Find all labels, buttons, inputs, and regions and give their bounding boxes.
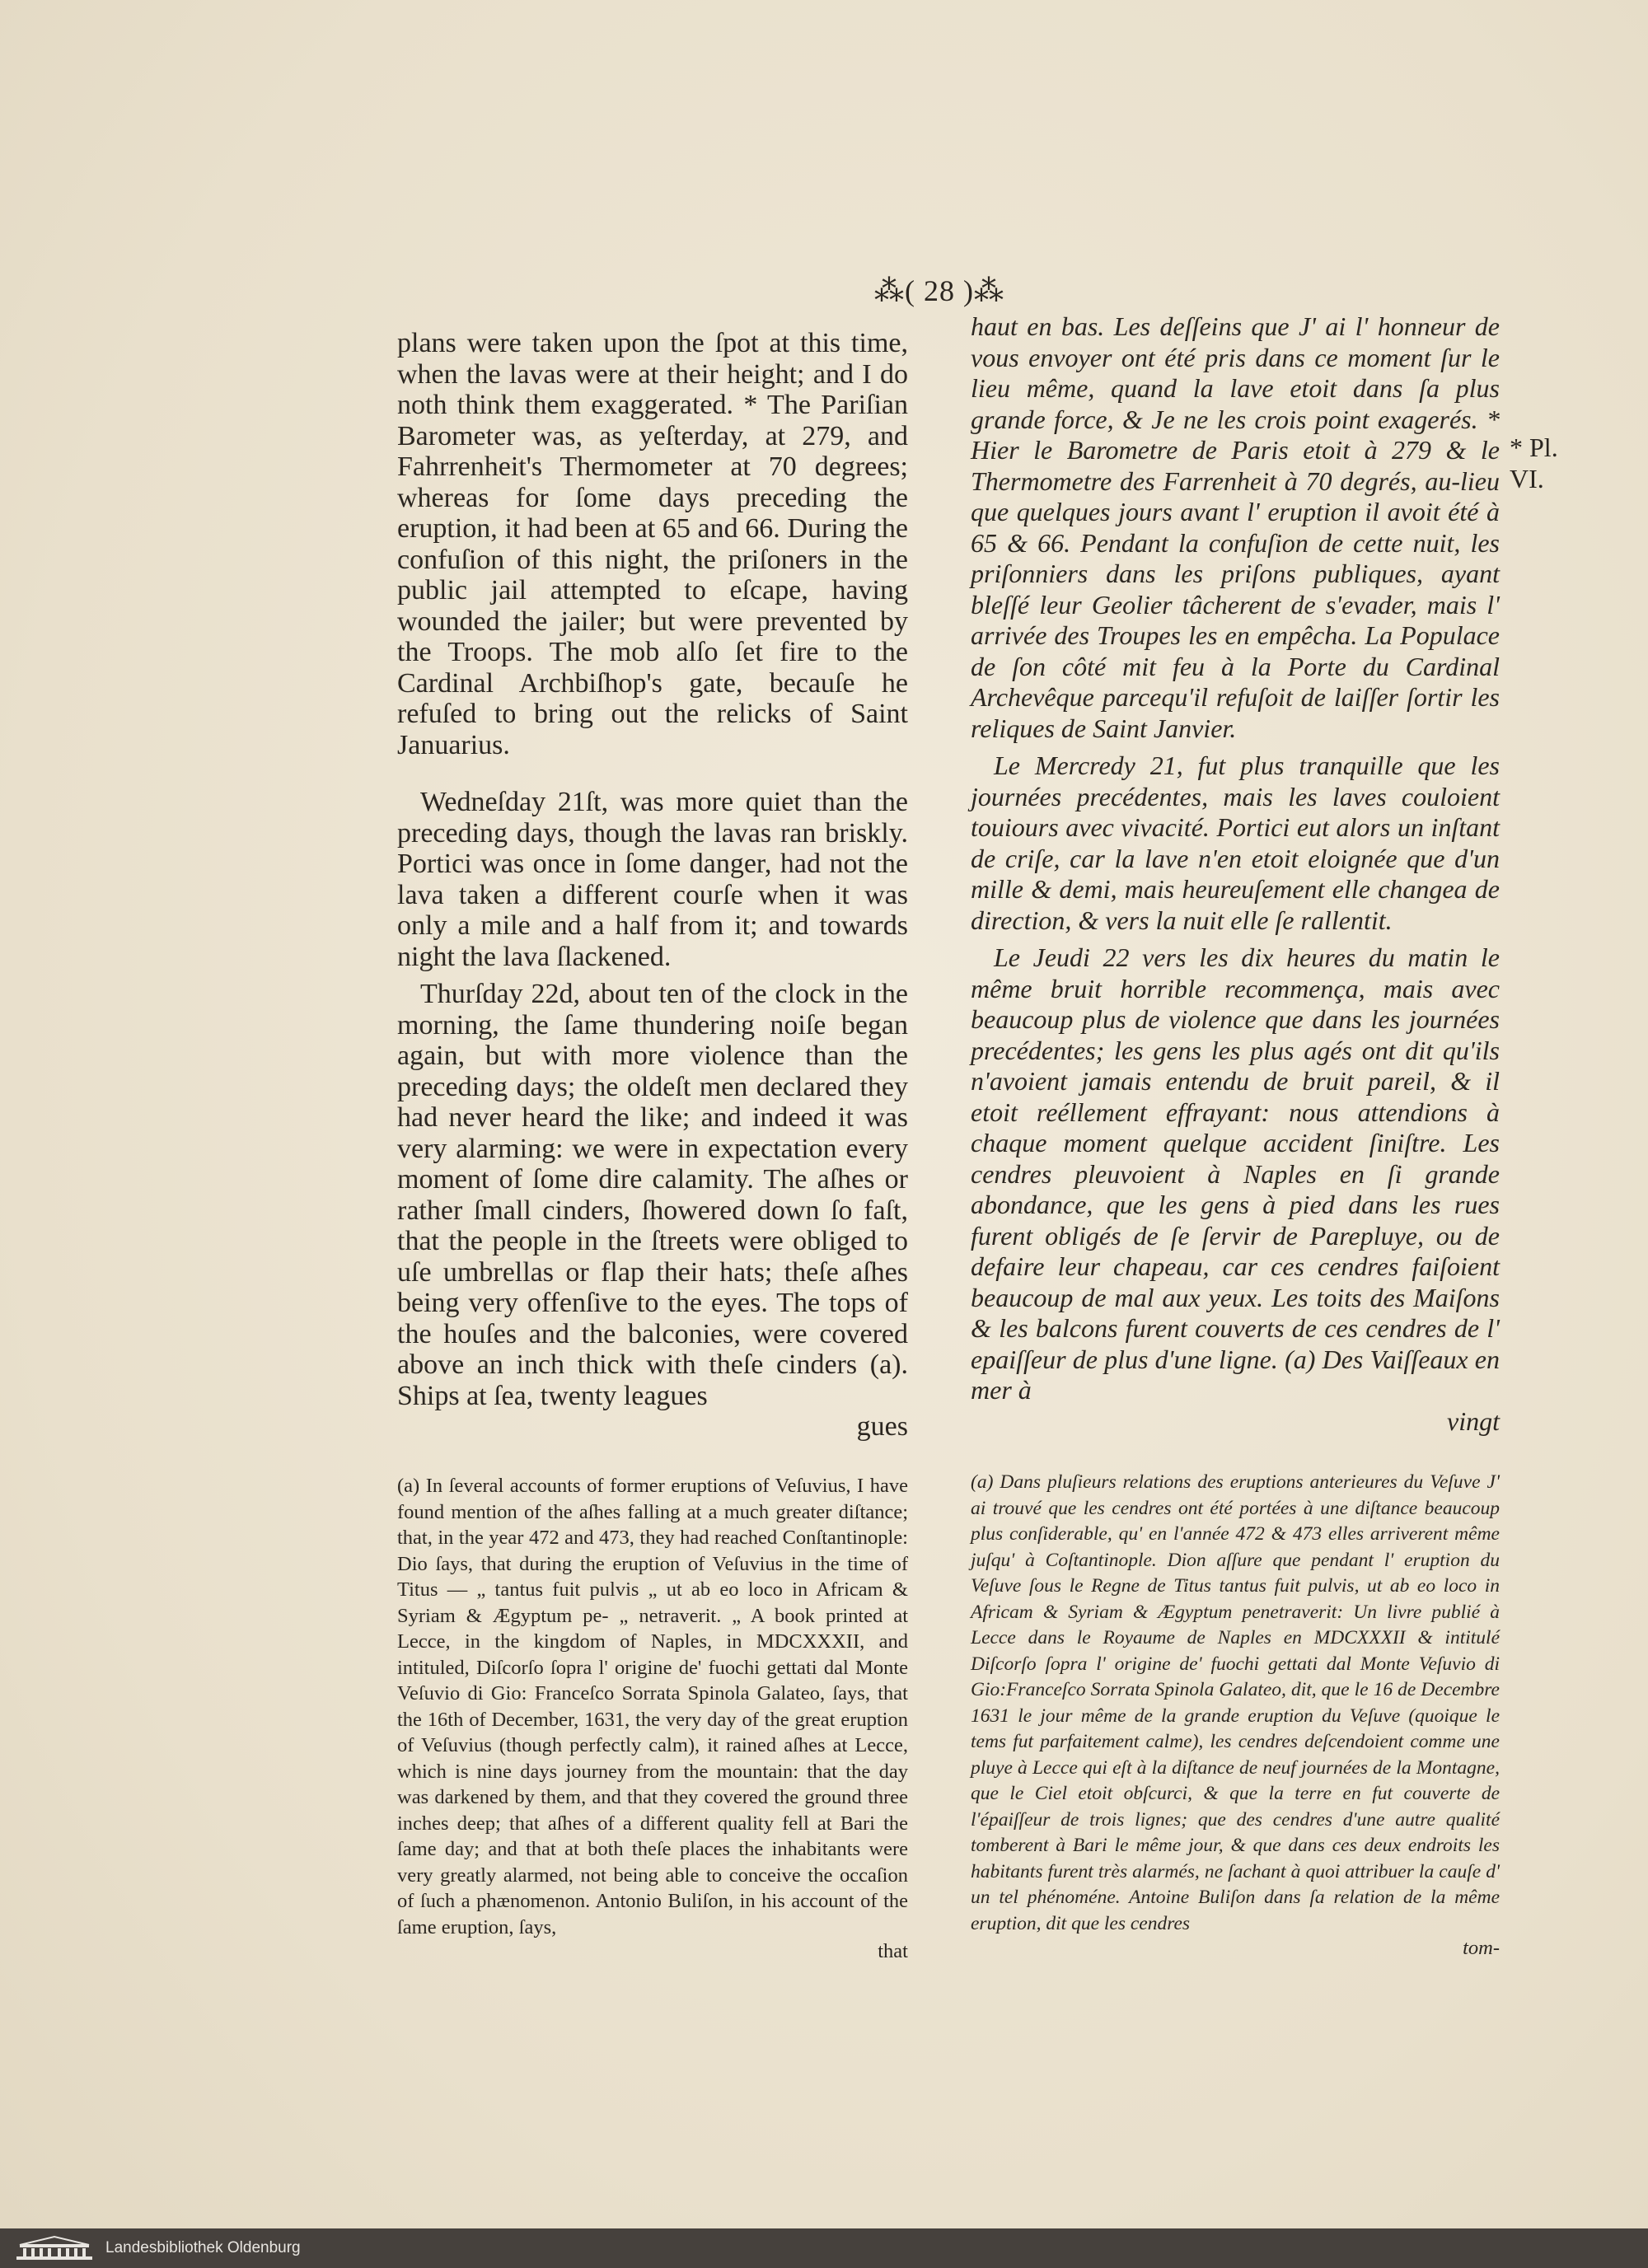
french-paragraph-2: Le Mercredy 21, fut plus tranquille que les journées precédentes, mais les laves couloient touiours avec vivacité. Portici eut alors un inſtant de criſe, car la lave n'en etoit eloignée que d'un mille & demi, mais heureuſement elle changea de direction, & vers la nuit elle ſe rallentit.: [971, 751, 1500, 935]
french-paragraph-1: haut en bas. Les deſſeins que J' ai l' honneur de vous envoyer ont été pris dans ce moment ſur le lieu même, quand la lave etoit dans ſa plus grande force, & Je ne les crois point exagerés. * Hier le Barometre de Paris etoit à 279 & le Thermometre des Farrenheit à 70 degrés, au-lieu que quelques jours avant l' eruption il avoit été à 65 & 66. Pendant la confuſion de cette nuit, les priſonniers dans les priſons publiques, ayant bleſſé leur Geolier tâcherent de s'evader, mais l' arrivée des Troupes les en empêcha. La Populace de ſon côté mit feu à la Porte du Cardinal Archevêque parcequ'il refuſoit de laiſſer ſortir les reliques de Saint Janvier.: [971, 311, 1500, 743]
plate-reference-line-2: VI.: [1510, 464, 1544, 493]
french-paragraph-3: Le Jeudi 22 vers les dix heures du matin le même bruit horrible recommença, mais avec beaucoup plus de violence que dans les journées precédentes; les gens les plus agés ont dit qu'ils n'avoient jamais entendu de bruit pareil, & il etoit reéllement effrayant: nous attendions à chaque moment quelque accident ſiniſtre. Les cendres pleuvoient à Naples en ſi grande abondance, que les gens à pied dans les rues furent obligés de ſe ſervir de Parepluye, ou de defaire leur chapeau, car ces cendres faiſoient beaucoup de mal aux yeux. Les toits des Maiſons & les balcons furent couverts de ces cendres de l' epaiſſeur de plus d'une ligne. (a) Des Vaiſſeaux en mer à: [971, 942, 1500, 1405]
english-paragraph-2: Wedneſday 21ſt, was more quiet than the preceding days, though the lavas ran briskly. Portici was once in ſome danger, had not the lava taken a different courſe when it was only a mile and a half from it; and towards night the lava ſlackened.: [397, 787, 908, 972]
english-footnote-catchword: that: [878, 1940, 908, 1962]
page-number-header: ⁂( 28 )⁂: [874, 274, 1004, 307]
french-footnote-catchword: tom-: [1463, 1937, 1500, 1959]
french-column: [971, 311, 1500, 1437]
english-paragraph-3: Thurſday 22d, about ten of the clock in the morning, the ſame thundering noiſe began again, but with more violence than the preceding days; the oldeſt men declared they had never heard the like; and indeed it was very alarming: we were in expectation every moment of ſome dire calamity. The aſhes or rather ſmall cinders, ſhowered down ſo faſt, that the people in the ſtreets were obliged to uſe umbrellas or flap their hats; theſe aſhes being very offenſive to the eyes. The tops of the houſes and the balconies, were covered above an inch thick with theſe cinders (a). Ships at ſea, twenty leagues: [397, 979, 908, 1411]
english-footnote-text: (a) In ſeveral accounts of former eruptions of Veſuvius, I have found mention of the aſhes falling at a much greater diſtance; that, in the year 472 and 473, they had reached Conſtantinople: Dio ſays, that during the eruption of Veſuvius in the time of Titus — „ tantus fuit pulvis „ ut ab eo loco in Africam & Syriam & Ægyptum pe- „ netraverit. „ A book printed at Lecce, in the kingdom of Naples, in MDCXXXII, and intituled, Diſcorſo ſopra l' origine de' fuochi gettati dal Monte Veſuvio di Gio: Franceſco Sorrata Spinola Galateo, ſays, that the 16th of December, 1631, the very day of the great eruption of Veſuvius (though perfectly calm), it rained aſhes at Lecce, which is nine days journey from the mountain: that the day was darkened by them, and that they covered the ground three inches deep; that aſhes of a different quality fell at Bari the ſame day; and that at both theſe places the inhabitants were very greatly alarmed, not being able to conceive the occaſion of ſuch a phænomenon. Antonio Buliſon, in his account of the ſame eruption, ſays,: [397, 1475, 908, 1938]
english-paragraph-1: plans were taken upon the ſpot at this time, when the lavas were at their height; and I do noth think them exaggerated. * The Pariſian Barometer was, as yeſterday, at 279, and Fahrrenheit's Thermometer at 70 degrees; whereas for ſome days preceding the eruption, it had been at 65 and 66. During the confuſion of this night, the priſoners in the public jail attempted to eſcape, having wounded the jailer; but were prevented by the Troops. The mob alſo ſet fire to the Cardinal Archbiſhop's gate, becauſe he refuſed to bring out the relicks of Saint Januarius.: [397, 328, 908, 760]
french-footnote: [971, 1470, 1500, 1960]
english-column: [397, 328, 908, 1443]
plate-reference-line-1: * Pl.: [1510, 433, 1558, 462]
french-footnote-text: (a) Dans pluſieurs relations des eruptions anterieures du Veſuve J' ai trouvé que les cendres ont été portées à une diſtance beaucoup plus conſiderable, qu' en l'année 472 & 473 elles arriverent même juſqu' à Coſtantinople. Dion aſſure que pendant l' eruption du Veſuve ſous le Regne de Titus tantus fuit pulvis, ut ab eo loco in Africam & Syriam & Ægyptum penetraverit: Un livre publié à Lecce dans le Royaume de Naples en MDCXXXII & intitulé Diſcorſo ſopra l' origine de' fuochi gettati dal Monte Veſuvio di Gio:Franceſco Sorrata Spinola Galateo, dit, que le 16 de Decembre 1631 le jour même de la grande eruption du Veſuve (quoique le tems fut parfaitement calme), les cendres deſcendoient comme une pluye à Lecce qui eſt à la diſtance de neuf journées de la Montagne, que le Ciel etoit obſcurci, & que la terre en fut couverte de l'épaiſſeur de trois lignes; que des cendres d'une autre qualité tomberent à Bari le même jour, & que dans ces deux endroits les habitants furent très alarmés, ne ſachant à quoi attribuer la cauſe d' un tel phénoméne. Antoine Buliſon dans ſa relation de la même eruption, dit que les cendres: [971, 1471, 1500, 1934]
english-footnote: [397, 1473, 908, 1963]
plate-reference-note: [1510, 432, 1559, 494]
library-building-icon: [15, 2235, 94, 2261]
english-catchword: gues: [856, 1411, 908, 1442]
library-name: Landesbibliothek Oldenburg: [105, 2239, 301, 2256]
french-catchword: vingt: [1447, 1405, 1500, 1436]
library-footer-bar: [0, 2228, 1648, 2268]
